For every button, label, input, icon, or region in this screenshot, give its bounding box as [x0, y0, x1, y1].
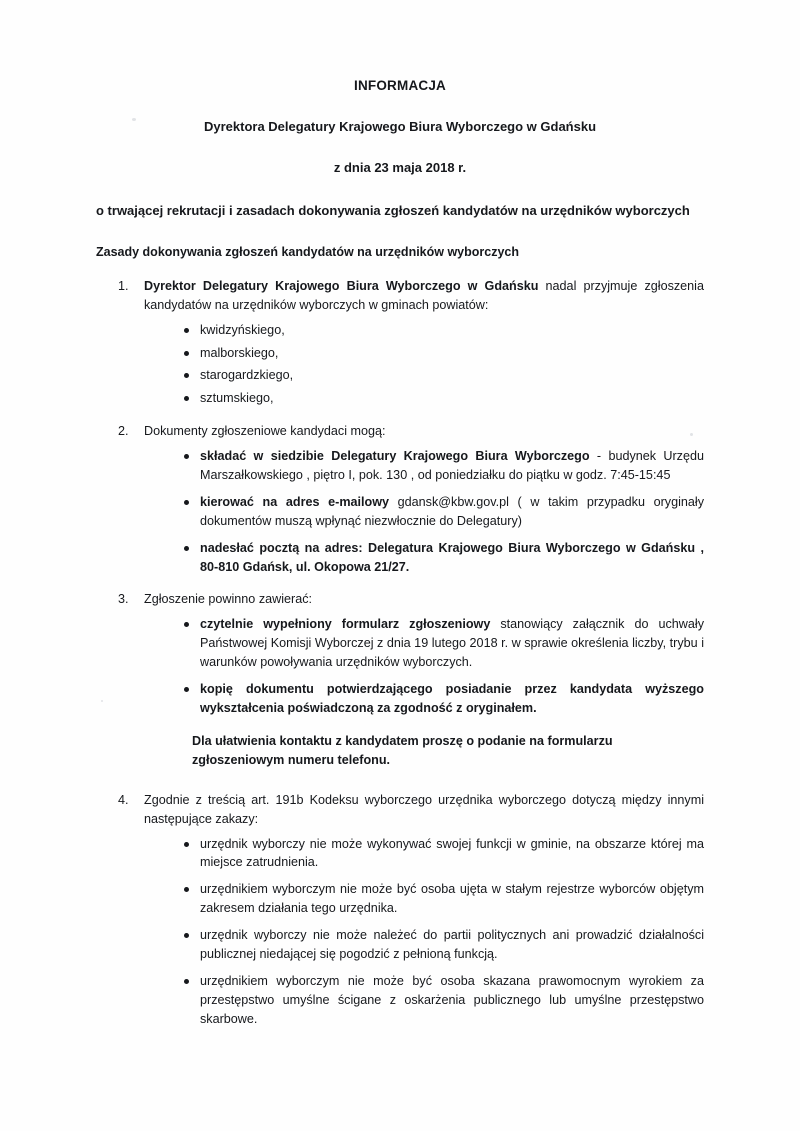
- item-2-text: Dokumenty zgłoszeniowe kandydaci mogą:: [144, 424, 386, 439]
- list-item: [184, 447, 704, 485]
- list-item: starogardzkiego,: [184, 366, 704, 385]
- bullet-bold-text: kopię dokumentu potwierdzającego posiadanie przez kandydata wyższego wykształcenia poświadczoną za zgodność z oryginałem.: [200, 681, 704, 715]
- list-item: [184, 680, 704, 718]
- item-3-text: Zgłoszenie powinno zawierać:: [144, 592, 313, 607]
- document-lead: o trwającej rekrutacji i zasadach dokonywania zgłoszeń kandydatów na urzędników wyborczych: [96, 203, 690, 218]
- list-item-2: [118, 422, 704, 576]
- list-item: [184, 539, 704, 577]
- list-item: malborskiego,: [184, 344, 704, 363]
- item-2-bullets: [144, 447, 704, 576]
- list-item: sztumskiego,: [184, 389, 704, 408]
- bullet-text: stanowiący załącznik do uchwały Państwowej Komisji Wyborczej z dnia 19 lutego 2018 r. w sprawie określenia liczby, trybu i warunków powoływania urzędników wyborczych.: [200, 617, 704, 670]
- list-item: urzędnikiem wyborczym nie może być osoba ujęta w stałym rejestrze wyborców objętym zakresem działania tego urzędnika.: [184, 880, 704, 918]
- item-1-bold-text: Dyrektor Delegatury Krajowego Biura Wyborczego w Gdańsku: [144, 278, 539, 293]
- list-item-1: [118, 277, 704, 408]
- bullet-bold-text: składać w siedzibie Delegatury Krajowego Biura Wyborczego: [200, 449, 590, 464]
- scan-speck: [101, 700, 103, 702]
- list-item-3: [118, 590, 704, 770]
- rules-list: [96, 277, 704, 1029]
- list-item: urzędnik wyborczy nie może wykonywać swojej funkcji w gminie, na obszarze której ma miejsce zatrudnienia.: [184, 835, 704, 873]
- bullet-bold-text: kierować na adres e-mailowy: [200, 494, 390, 509]
- item-3-note: Dla ułatwienia kontaktu z kandydatem proszę o podanie na formularzu zgłoszeniowym numeru telefonu.: [192, 733, 613, 768]
- list-item: kwidzyńskiego,: [184, 321, 704, 340]
- document-subtitle: Dyrektora Delegatury Krajowego Biura Wyborczego w Gdańsku: [203, 119, 597, 134]
- page-title: INFORMACJA: [354, 78, 446, 93]
- item-1-bullets: [144, 321, 704, 409]
- item-4-bullets: [144, 835, 704, 1029]
- document-date: z dnia 23 maja 2018 r.: [333, 160, 467, 175]
- scan-speck: [132, 118, 136, 121]
- list-item: [184, 493, 704, 531]
- list-item: urzędnikiem wyborczym nie może być osoba skazana prawomocnym wyrokiem za przestępstwo umyślne ścigane z oskarżenia publicznego lub umyślne przestępstwo skarbowe.: [184, 972, 704, 1029]
- list-item-4: [118, 791, 704, 1029]
- bullet-bold-text: czytelnie wypełniony formularz zgłoszeniowy: [200, 617, 491, 632]
- section-heading: Zasady dokonywania zgłoszeń kandydatów na urzędników wyborczych: [96, 244, 520, 259]
- bullet-text: - budynek Urzędu Marszałkowskiego , piętro I, pok. 130 , od poniedziałku do piątku w godz. 7:45-15:45: [200, 449, 704, 482]
- list-item: [184, 615, 704, 672]
- bullet-text: gdansk@kbw.gov.pl ( w takim przypadku oryginały dokumentów muszą wpłynąć niezwłocznie do Delegatury): [200, 494, 704, 528]
- bullet-bold-text: nadesłać pocztą na adres: Delegatura Krajowego Biura Wyborczego w Gdańsku , 80-810 Gdańsk, ul. Okopowa 21/27.: [200, 540, 704, 574]
- item-3-bullets: [144, 615, 704, 717]
- item-4-text: Zgodnie z treścią art. 191b Kodeksu wyborczego urzędnika wyborczego dotyczą między innymi następujące zakazy:: [144, 792, 704, 826]
- item-1-text: nadal przyjmuje zgłoszenia kandydatów na urzędników wyborczych w gminach powiatów:: [144, 278, 704, 312]
- list-item: urzędnik wyborczy nie może należeć do partii politycznych ani prowadzić działalności publicznej niedającej się pogodzić z pełnioną funkcją.: [184, 926, 704, 964]
